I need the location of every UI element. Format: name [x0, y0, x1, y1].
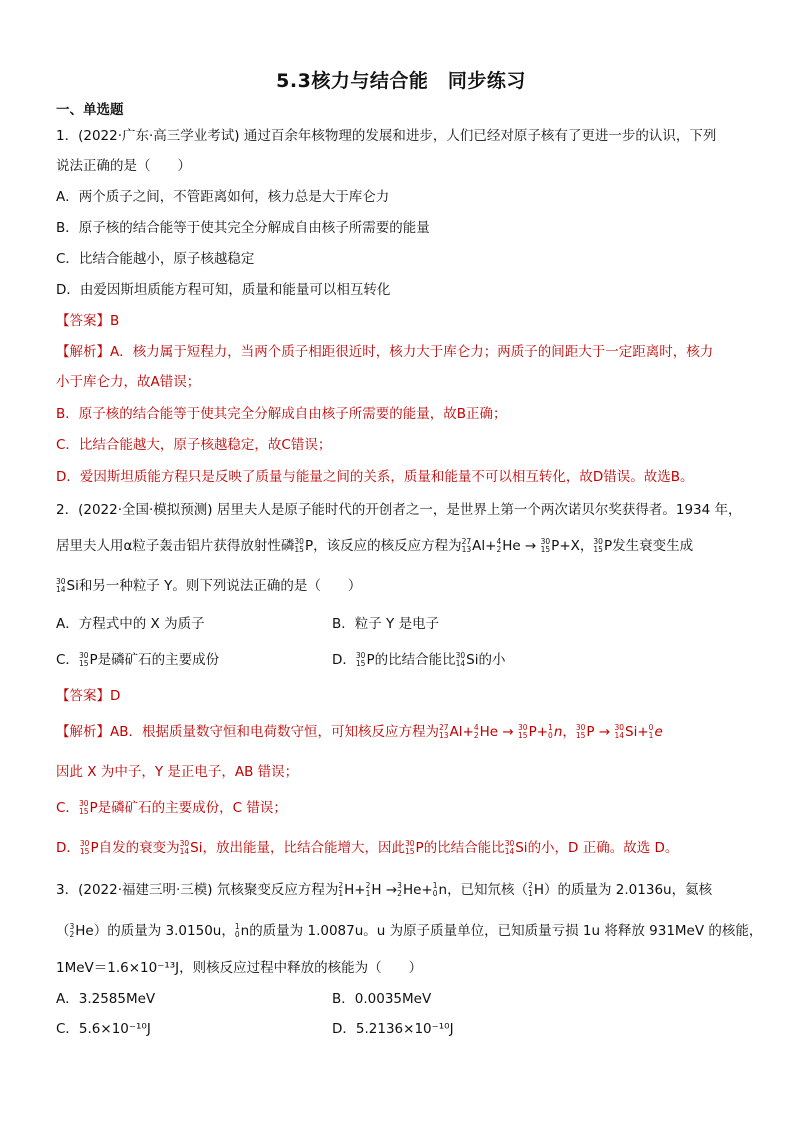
- q2-stem-line2: 居里夫人用α粒子轰击铝片获得放射性磷 30 15 P，该反应的核反应方程为 27 13 Al+ 4 2 He → 30 15 P+X， 30 15 P发生衰变生成: [56, 537, 694, 554]
- q1-option-b: B．原子核的结合能等于使其完全分解成自由核子所需要的能量: [56, 220, 430, 236]
- q2-explanation-text-c: 是磷矿石的主要成份，C 错误；: [97, 800, 287, 816]
- q2-explanation-line3: C． 30 15 P是磷矿石的主要成份，C 错误；: [56, 799, 287, 816]
- nuclide-neutron: 1 0 n: [234, 922, 250, 939]
- q2-explanation-text-d3: 的比结合能比: [423, 840, 505, 856]
- nuclide-al27: 27 13 Al: [439, 723, 463, 740]
- q2-option-b: B．粒子 Y 是电子: [332, 616, 440, 632]
- q2-stem-line1: 2．(2022·全国·模拟预测) 居里夫人是原子能时代的开创者之一，是世界上第一个两次诺贝尔奖获得者。1934 年，: [56, 502, 742, 518]
- q3-stem-line1: 3．(2022·福建三明·三模) 氘核聚变反应方程为 2 1 H+ 2 1 H → 3 2 He+ 1 0 n，已知氘核（ 2 1 H）的质量为 2.0136u，氦核: [56, 881, 713, 898]
- nuclide-p30: 30 15 P: [78, 651, 98, 668]
- nuclide-neutron: 1 0 n: [432, 881, 448, 898]
- q3-stem-line3: 1MeV＝1.6×10⁻¹³J，则核反应过程中释放的核能为（ ）: [56, 960, 423, 976]
- q2-stem-text-c: 发生衰变生成: [612, 538, 694, 554]
- q3-stem-line2: （ 3 2 He）的质量为 3.0150u， 1 0 n的质量为 1.0087u。u 为原子质量单位，已知质量亏损 1u 将释放 931MeV 的核能，: [56, 922, 763, 939]
- q3-option-d: D．5.2136×10⁻¹⁰J: [332, 1021, 454, 1037]
- q2-stem-line3: [56, 576, 361, 596]
- nuclide-he3: 3 2 He: [69, 922, 94, 939]
- q1-explanation-line2: 小于库仑力，故A错误；: [56, 374, 201, 390]
- nuclide-al27: 27 13 Al: [461, 537, 486, 554]
- nuclide-p30: 30 15 P: [404, 839, 424, 856]
- q3-stem-text-a: 3．(2022·福建三明·三模) 氘核聚变反应方程为: [56, 882, 339, 898]
- nuclide-si30: 30 14 Si: [179, 839, 203, 856]
- q3-stem-text-e: 的质量为 1.0087u。u 为原子质量单位，已知质量亏损 1u 将释放 931MeV 的核能，: [249, 923, 763, 939]
- nuclide-p30: 30 15 P: [355, 651, 375, 668]
- nuclide-p30: 30 15 P: [79, 839, 99, 856]
- q2-option-c: C． 30 15 P是磷矿石的主要成份: [56, 651, 220, 668]
- q2-explanation-line4: D． 30 15 P自发的衰变为 30 14 Si，放出能量，比结合能增大，因此 30 15 P的比结合能比 30 14 Si的小，D 正确。故选 D。: [56, 839, 679, 856]
- q1-answer: 【答案】B: [56, 313, 120, 329]
- nuclide-h2: 2 1 H: [365, 881, 382, 898]
- q1-option-c: C．比结合能越小，原子核越稳定: [56, 251, 255, 267]
- q2-explanation-text-d2: ，放出能量，比结合能增大，因此: [202, 840, 405, 856]
- q1-option-d: D．由爱因斯坦质能方程可知，质量和能量可以相互转化: [56, 282, 391, 298]
- q1-stem-line2: 说法正确的是（ ）: [56, 158, 191, 174]
- q3-stem-text-d: 的质量为 3.0150u，: [107, 923, 235, 939]
- q3-stem-text-c: ）的质量为 2.0136u，氦核: [544, 882, 713, 898]
- q2-explanation-text-d4: 的小，D 正确。故选 D。: [527, 840, 679, 856]
- nuclide-h2: 2 1 H: [338, 881, 355, 898]
- q2-stem-text-b: ，该反应的核反应方程为: [313, 538, 462, 554]
- q3-option-c: C．5.6×10⁻¹⁰J: [56, 1021, 151, 1037]
- q1-explanation-line3: B．原子核的结合能等于使其完全分解成自由核子所需要的能量，故B正确；: [56, 406, 507, 422]
- q3-option-b: B．0.0035MeV: [332, 991, 432, 1007]
- nuclide-si30: 30 14 Si: [455, 651, 479, 668]
- q2-answer: 【答案】D: [56, 688, 121, 704]
- nuclide-si30: 30 14 Si: [614, 723, 638, 740]
- nuclide-p30: 30 15 P: [540, 537, 560, 554]
- section-heading: 一、单选题: [56, 102, 124, 118]
- q2-stem-text-d: 和另一种粒子 Y。则下列说法正确的是（ ）: [78, 578, 362, 594]
- q1-explanation-line1: 【解析】A．核力属于短程力，当两个质子相距很近时，核力大于库仑力；两质子的间距大于一定距离时，核力: [56, 344, 714, 360]
- page-title: 5.3核力与结合能 同步练习: [276, 70, 526, 92]
- q2-explanation-line2: 因此 X 为中子，Y 是正电子，AB 错误；: [56, 764, 299, 780]
- q2-explanation-text-d1: 自发的衰变为: [98, 840, 180, 856]
- q1-explanation-line4: C．比结合能越大，原子核越稳定，故C错误；: [56, 437, 332, 453]
- nuclide-he4: 4 2 He: [473, 723, 499, 740]
- nuclide-p30: 30 15 P: [518, 723, 537, 740]
- q1-option-a: A．两个质子之间，不管距离如何，核力总是大于库仑力: [56, 189, 390, 205]
- nuclide-si30: 30 14 Si: [504, 839, 528, 856]
- nuclide-p30: 30 15 P: [294, 537, 314, 554]
- q2-option-c-text: 是磷矿石的主要成份: [97, 652, 220, 668]
- q3-option-a: A．3.2585MeV: [56, 991, 156, 1007]
- nuclide-p30: 30 15 P: [78, 799, 98, 816]
- q1-stem-line1: 1．(2022·广东·高三学业考试) 通过百余年核物理的发展和进步，人们已经对原子核有了更进一步的认识，下列: [56, 128, 717, 144]
- nuclide-p30: 30 15 P: [593, 537, 613, 554]
- nuclide-neutron: 1 0 n: [548, 723, 563, 740]
- nuclide-si30: 30 14 Si: [56, 577, 79, 594]
- q2-explanation-text-a: 【解析】AB．根据质量数守恒和电荷数守恒，可知核反应方程为: [56, 724, 439, 740]
- nuclide-h2: 2 1 H: [528, 881, 544, 898]
- q2-option-a: A．方程式中的 X 为质子: [56, 616, 205, 632]
- q2-explanation-line1: 【解析】AB．根据质量数守恒和电荷数守恒，可知核反应方程为 27 13 Al+ 4 2 He → 30 15 P+ 1 0 n， 30 15 P → 30 14 Si+ 0 1 e: [56, 723, 663, 740]
- nuclide-he3: 3 2 He: [397, 881, 422, 898]
- nuclide-p30: 30 15 P: [575, 723, 595, 740]
- q2-stem-text-a: 居里夫人用α粒子轰击铝片获得放射性磷: [56, 538, 295, 554]
- nuclide-he4: 4 2 He: [496, 537, 521, 554]
- q2-option-d-text2: 的小: [478, 652, 506, 668]
- q1-explanation-line5: D．爱因斯坦质能方程只是反映了质量与能量之间的关系，质量和能量不可以相互转化，故D错误。故选B。: [56, 469, 694, 485]
- nuclide-positron: 0 1 e: [648, 723, 663, 740]
- q2-option-d: D． 30 15 P的比结合能比 30 14 Si的小: [332, 651, 506, 668]
- q2-option-d-text1: 的比结合能比: [374, 652, 456, 668]
- q3-stem-text-b: ，已知氘核（: [447, 882, 529, 898]
